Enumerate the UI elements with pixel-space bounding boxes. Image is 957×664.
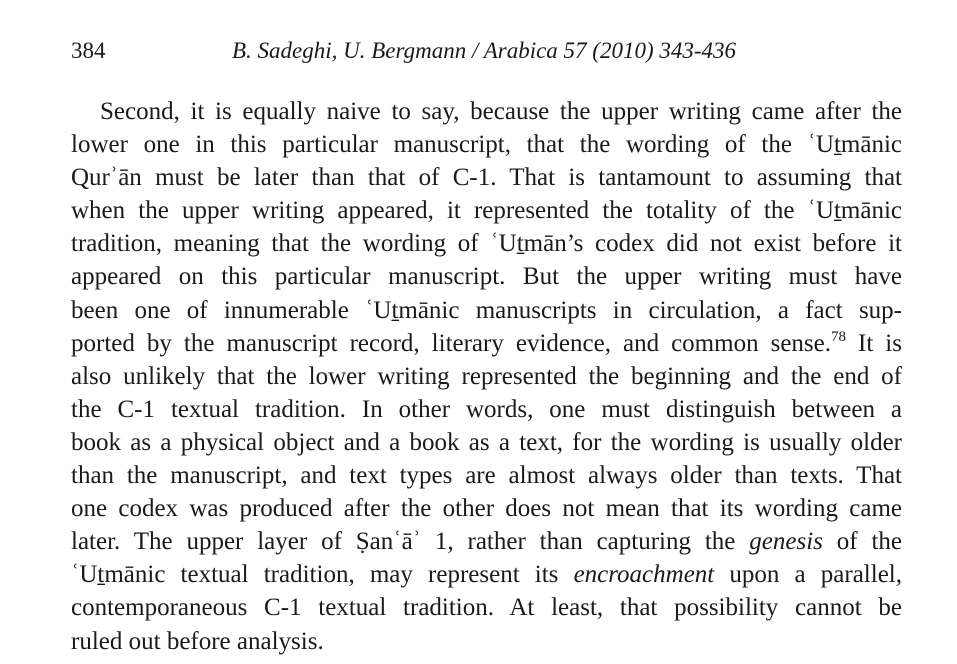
text-line: [71, 492, 902, 525]
text-line: [71, 426, 902, 459]
text-segment: when the upper writing appeared, it represented the totality of the ʿUṯmānic: [71, 197, 902, 225]
italic-text: genesis: [749, 528, 823, 556]
text-segment: than the manuscript, and text types are almost always older than texts. That: [71, 462, 902, 490]
text-line: [71, 393, 902, 426]
text-segment: the C-1 textual tradition. In other words, one must distinguish between a: [71, 395, 902, 423]
text-segment: ʿUṯmānic textual tradition, may represent its: [71, 561, 574, 589]
text-line: [71, 161, 902, 194]
running-head: B. Sadeghi, U. Bergmann / Arabica 57 (2010) 343-436: [232, 38, 737, 63]
footnote-reference[interactable]: 78: [831, 328, 846, 345]
text-segment: later. The upper layer of Ṣanʿāʾ 1, rather than capturing the: [71, 528, 750, 556]
text-segment: lower one in this particular manuscript, that the wording of the ʿUṯmānic: [71, 131, 902, 159]
text-segment: Second, it is equally naive to say, because the upper writing came after the: [100, 98, 902, 125]
text-segment: been one of innumerable ʿUṯmānic manuscripts in circulation, a fact sup-: [71, 296, 902, 324]
text-segment: It is: [846, 329, 902, 357]
italic-text: encroachment: [573, 561, 715, 589]
text-segment: Qurʾān must be later than that of C-1. That is tantamount to assuming that: [71, 164, 902, 192]
text-segment: ported by the manuscript record, literary evidence, and common sense.: [71, 329, 831, 357]
text-segment: also unlikely that the lower writing represented the beginning and the end of: [71, 362, 902, 390]
text-segment: tradition, meaning that the wording of ʿUṯmān’s codex did not exist before it: [71, 230, 902, 258]
text-segment: appeared on this particular manuscript. But the upper writing must have: [71, 263, 902, 291]
text-segment: of the: [822, 528, 903, 556]
text-line: [71, 128, 902, 161]
text-line: [71, 260, 902, 293]
text-segment: upon a parallel,: [714, 561, 902, 589]
page-header: [71, 34, 902, 68]
text-line: [71, 227, 902, 260]
text-line: [71, 525, 902, 558]
text-line: [71, 95, 902, 128]
text-segment: contemporaneous C-1 textual tradition. At least, that possibility cannot be: [71, 594, 902, 622]
text-line: [71, 558, 902, 591]
body-paragraph: [71, 95, 902, 658]
text-segment: book as a physical object and a book as a text, for the wording is usually older: [71, 428, 902, 456]
text-line: [71, 360, 902, 393]
text-line: [71, 327, 902, 360]
text-segment: one codex was produced after the other does not mean that its wording came: [71, 495, 902, 523]
text-line: [71, 194, 902, 227]
text-line: [71, 459, 902, 492]
text-line: [71, 591, 902, 624]
text-line: [71, 294, 902, 327]
page-number: 384: [71, 38, 106, 63]
text-segment: ruled out before analysis.: [71, 627, 324, 655]
text-line: [71, 625, 902, 658]
